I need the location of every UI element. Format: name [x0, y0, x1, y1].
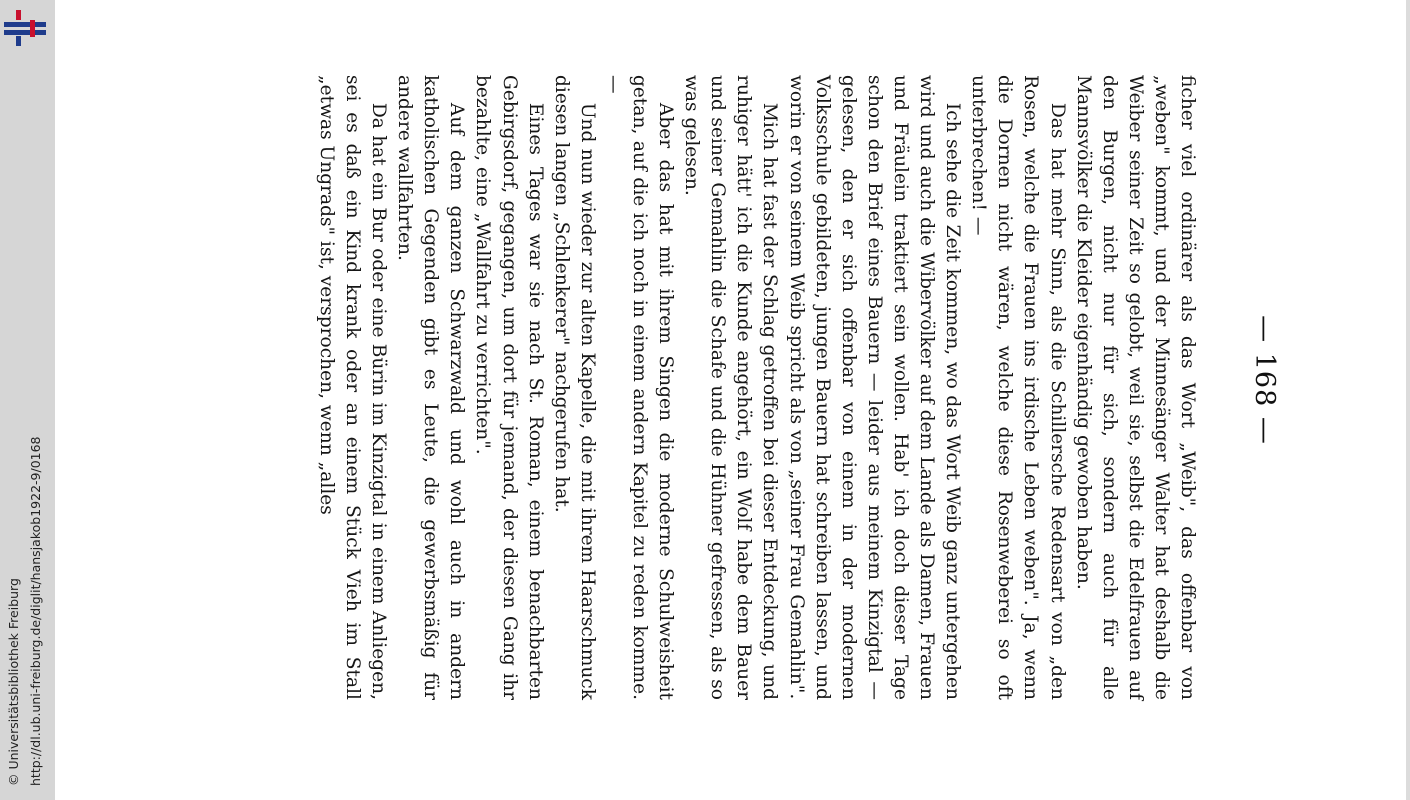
sidebar-caption: [0, 0, 55, 800]
copyright-notice: © Universitätsbibliothek Freiburg: [6, 578, 21, 786]
source-url-link[interactable]: http://dl.ub.uni-freiburg.de/diglit/hansjakob1922-9/0168: [28, 436, 43, 786]
page-body-text: [313, 75, 1200, 700]
paragraph: Auf dem ganzen Schwarzwald und wohl auch in andern katholischen Gegenden gibt es Leute, die gewerbsmäßig für andere wallfahrten.: [394, 75, 468, 700]
viewer-right-edge: [1406, 0, 1410, 800]
paragraph: Das hat mehr Sinn, als die Schillersche Redensart von „den Rosen, welche die Frauen ins irdische Leben weben". Ja, wenn die Dornen nicht wären, welche diese Rosenweberei so oft unterbrechen! —: [968, 75, 1068, 700]
paragraph: Mich hat fast der Schlag getroffen bei dieser Entdeckung, und ruhiger hätt' ich die Kunde angehört, ein Wolf habe dem Bauer und seiner Gemahlin die Schafe und die Hühner gefressen, als so was gelesen.: [681, 75, 781, 700]
paragraph: Aber das hat mit ihrem Singen die moderne Schulweisheit getan, auf die ich noch in einem andern Kapitel zu reden komme. —: [602, 75, 677, 700]
paragraph: ficher viel ordinärer als das Wort „Weib", das offenbar von „weben" kommt, und der Minnesänger Walter hat deshalb die Weiber seiner Zeit so gelobt, weil sie, selbst die Edelfrauen auf den Burgen, nicht nur für sich, sondern auch für alle Mannsvölker die Kleider eigenhändig gewoben haben.: [1072, 75, 1198, 700]
paragraph: Ich sehe die Zeit kommen, wo das Wort Weib ganz untergehen wird und auch die Wibervölker auf dem Lande als Damen, Frauen und Fräulein traktiert sein wollen. Hab' ich doch dieser Tage schon den Brief eines Bauern — leider aus meinem Kinzigtal — gelesen, den er sich offenbar von einem in der modernen Volksschule gebildeten, jungen Bauern hat schreiben lassen, und worin er von seinem Weib spricht als von „seiner Frau Gemahlin".: [785, 75, 964, 700]
paragraph: Da hat ein Bur oder eine Bürin im Kinzigtal in einem Anliegen, sei es daß ein Kind krank oder an einem Stück Vieh im Stall „etwas Ungrads" ist, versprochen, wenn „alles: [315, 75, 390, 700]
rotated-book-page: [210, 30, 1290, 730]
paragraph: Und nun wieder zur alten Kapelle, die mit ihrem Haarschmuck diesen langen „Schlenkerer" nachgerufen hat.: [550, 75, 598, 700]
page-number: — 168 —: [1249, 315, 1280, 445]
paragraph: Eines Tages war sie nach St. Roman, einem benachbarten Gebirgsdorf, gegangen, um dort für jemand, der diesen Gang ihr bezahlte, eine „Wallfahrt zu verrichten".: [472, 75, 546, 700]
viewer-sidebar: [0, 0, 55, 800]
